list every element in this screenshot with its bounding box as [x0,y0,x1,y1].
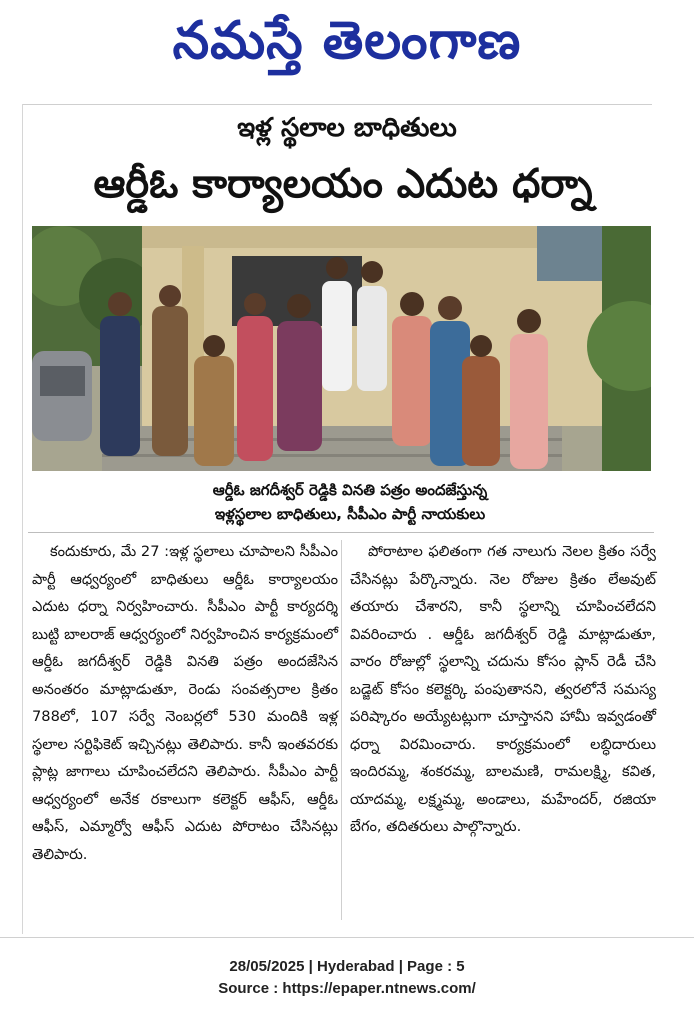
news-photo-illustration [32,226,651,471]
footer-source-link[interactable]: Source : https://epaper.ntnews.com/ [218,980,476,997]
page-footer [0,956,694,1000]
article-kicker: ఇళ్ల స్థలాల బాధితులు [237,113,457,143]
article-column-right [350,538,656,841]
frame-left-line [22,104,23,934]
column-divider [341,540,342,920]
newspaper-masthead: నమస్తే తెలంగాణ [172,11,522,71]
article-column-left [32,538,338,868]
footer-date-page: 28/05/2025 | Hyderabad | Page : 5 [229,958,465,975]
frame-top-line [22,104,652,105]
news-photo [32,226,651,471]
caption-divider [28,532,654,533]
photo-caption [150,478,550,526]
article-body-right: పోరాటాల ఫలితంగా గత నాలుగు నెలల క్రితం సర్వే చేసినట్లు పేర్కొన్నారు. నెల రోజుల క్రితం లేఅవుట్ తయారు చేశారని, కానీ స్థలాన్ని చూపించలేదని వివరించారు . ఆర్డీఓ జగదీశ్వర్ రెడ్డి మాట్లాడుతూ, వారం రోజుల్లో స్థలాన్ని చదును కోసం ప్లాన్ రెడీ చేసి బడ్జెట్ కోసం కలెక్టర్కి పంపుతానని, త్వరలోనే సమస్య పరిష్కారం అయ్యేటట్లుగా చూస్తానని హామీ ఇవ్వడంతో ధర్నా విరమించారు. కార్యక్రమంలో లబ్ధిదారులు ఇందిరమ్మ, శంకరమ్మ, బాలమణి, రామలక్ష్మి, కవిత, యాదమ్మ, లక్ష్మమ్మ, అండాలు, మహేందర్, రజియా బేగం, తదితరులు పాల్గొన్నారు. [350,543,656,835]
article-headline: ఆర్డీఓ కార్యాలయం ఎదుట ధర్నా [93,161,593,207]
footer-divider [0,937,694,938]
photo-caption-line-1: ఆర్డీఓ జగదీశ్వర్ రెడ్డికి వినతి పత్రం అందజేస్తున్న [212,481,488,499]
photo-caption-line-2: ఇళ్లస్థలాల బాధితులు, సీపీఎం పార్టీ నాయకులు [214,505,486,523]
article-body-left: కందుకూరు, మే 27 :ఇళ్ల స్థలాలు చూపాలని సీపీఎం పార్టీ ఆధ్వర్యంలో బాధితులు ఆర్డీఓ కార్యాలయం ఎదుట ధర్నా నిర్వహించారు. సీపీఎం పార్టీ కార్యదర్శి బుట్టి బాలరాజ్ ఆధ్వర్యంలో నిర్వహించిన కార్యక్రమంలో ఆర్డీఓ జగదీశ్వర్ రెడ్డికి వినతి పత్రం అందజేసిన అనంతరం మాట్లాడుతూ, రెండు సంవత్సరాల క్రితం 788లో, 107 సర్వే నెంబర్లలో 530 మందికి ఇళ్ల స్థలాల సర్టిఫికెట్ ఇచ్చినట్లు తెలిపారు. కానీ ఇంతవరకు ప్లాట్ల జాగాలు చూపించలేదని తెలిపారు. సీపీఎం పార్టీ ఆధ్వర్యంలో అనేక రకాలుగా కలెక్టర్ ఆఫీస్, ఆర్డీఓ ఆఫీస్, ఎమ్మార్వో ఆఫీస్ ఎదుట పోరాటం చేసినట్లు తెలిపారు. [32,543,338,863]
